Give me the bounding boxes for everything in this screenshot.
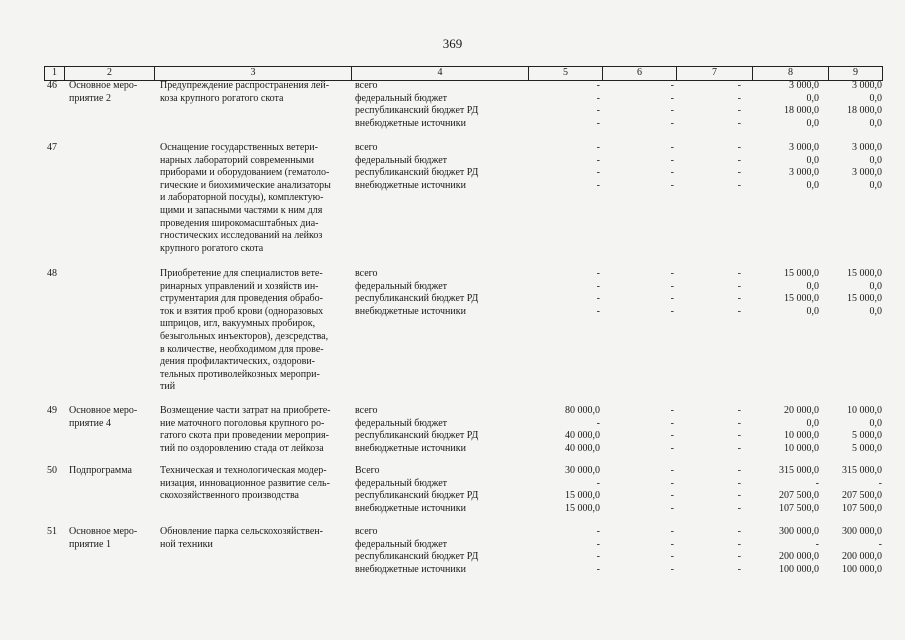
col-7-values <box>676 526 752 576</box>
funding-sources-line: внебюджетные источники <box>355 563 466 575</box>
col-9-values-line: - <box>878 538 882 550</box>
col-8-values-line: 3 000,0 <box>789 142 819 153</box>
col-9-values-line: 315 000,0 <box>842 465 882 476</box>
col-6-values-line: - <box>670 154 674 166</box>
col-8-values <box>752 80 828 130</box>
funding-sources <box>351 526 528 576</box>
col-7-values <box>676 142 752 255</box>
col-7-values-line: - <box>737 465 741 476</box>
measure-name-line: приятие 2 <box>69 92 111 104</box>
col-9-values-line: 0,0 <box>869 154 882 166</box>
col-8-values-line: 0,0 <box>806 92 819 104</box>
col-7-values-line: - <box>737 268 741 279</box>
col-9-values-line: 0,0 <box>869 305 882 317</box>
funding-sources-line: республиканский бюджет РД <box>355 293 479 305</box>
col-6-values-line: - <box>670 526 674 537</box>
col-9-values-line: 3 000,0 <box>852 80 882 91</box>
col-6-values-line: - <box>670 92 674 104</box>
col-5-values-line: - <box>596 526 600 537</box>
col-8-values-line: 0,0 <box>806 280 819 292</box>
col-5-values <box>528 526 602 576</box>
col-6-values-line: - <box>670 465 674 476</box>
funding-sources <box>351 465 528 515</box>
col-7-values-line: - <box>737 280 741 292</box>
col-8-values-line: 20 000,0 <box>784 405 819 416</box>
col-6-values-line: - <box>670 142 674 153</box>
col-7-values-line: - <box>737 551 741 563</box>
measure-description-line: скохозяйственного производства <box>160 490 299 502</box>
funding-sources-line: республиканский бюджет РД <box>355 167 479 179</box>
col-9-values-line: 3 000,0 <box>852 167 882 179</box>
col-6-values <box>602 268 676 394</box>
funding-sources-line: федеральный бюджет <box>355 280 448 292</box>
measure-description-line: шприцов, игл, вакуумных пробирок, <box>160 318 316 330</box>
col-7-values-line: - <box>737 502 741 514</box>
measure-description-line: тий по оздоровлению стада от лейкоза <box>160 442 324 454</box>
col-9-values-line: - <box>878 477 882 489</box>
measure-name <box>64 142 154 255</box>
measure-description-line: тий <box>160 381 176 393</box>
col-9-values-line: 207 500,0 <box>842 490 882 502</box>
col-5-values <box>528 268 602 394</box>
col-5-values-line: 40 000,0 <box>565 442 600 454</box>
funding-sources-line: республиканский бюджет РД <box>355 551 479 563</box>
funding-sources-line: всего <box>355 80 378 91</box>
funding-sources-line: внебюджетные источники <box>355 179 466 191</box>
row-number: 46 <box>47 80 57 91</box>
col-7-values <box>676 80 752 130</box>
col-6-values <box>602 526 676 576</box>
col-7-values-line: - <box>737 526 741 537</box>
measure-name-line: Основное меро- <box>69 405 138 416</box>
col-5-values-line: - <box>596 551 600 563</box>
col-9-values-line: 0,0 <box>869 417 882 429</box>
col-9-values-line: 5 000,0 <box>852 430 882 442</box>
col-8-values <box>752 142 828 255</box>
table-row <box>44 465 883 515</box>
col-7-values-line: - <box>737 538 741 550</box>
col-5-values-line: 80 000,0 <box>565 405 600 416</box>
funding-sources-line: Всего <box>355 465 380 476</box>
header-col-3: 3 <box>154 67 351 80</box>
header-col-5: 5 <box>528 67 602 80</box>
col-8-values-line: 315 000,0 <box>779 465 819 476</box>
col-6-values-line: - <box>670 430 674 442</box>
col-7-values-line: - <box>737 92 741 104</box>
measure-description-line: ной техники <box>160 538 213 550</box>
col-7-values-line: - <box>737 305 741 317</box>
measure-description-line: нарных лабораторий современными <box>160 154 314 166</box>
funding-sources-line: федеральный бюджет <box>355 538 448 550</box>
measure-name <box>64 405 154 455</box>
funding-sources-line: всего <box>355 526 378 537</box>
col-7-values <box>676 268 752 394</box>
col-6-values-line: - <box>670 105 674 117</box>
measure-description-line: гностических исследований на лейкоз <box>160 230 323 242</box>
col-9-values <box>828 526 883 576</box>
col-5-values-line: - <box>596 538 600 550</box>
col-9-values-line: 5 000,0 <box>852 442 882 454</box>
col-6-values-line: - <box>670 293 674 305</box>
col-6-values <box>602 80 676 130</box>
measure-description-line: в количестве, необходимом для прове- <box>160 343 324 355</box>
col-5-values-line: - <box>596 117 600 129</box>
measure-name-line: приятие 4 <box>69 417 111 429</box>
measure-name <box>64 268 154 394</box>
col-7-values-line: - <box>737 117 741 129</box>
col-5-values <box>528 405 602 455</box>
col-7-values-line: - <box>737 167 741 179</box>
col-8-values-line: - <box>815 538 819 550</box>
header-col-4: 4 <box>351 67 528 80</box>
col-5-values-line: - <box>596 563 600 575</box>
col-5-values-line: 15 000,0 <box>565 502 600 514</box>
col-7-values-line: - <box>737 80 741 91</box>
col-6-values-line: - <box>670 563 674 575</box>
header-col-7: 7 <box>676 67 752 80</box>
funding-sources <box>351 142 528 255</box>
funding-sources-line: внебюджетные источники <box>355 502 466 514</box>
col-5-values-line: - <box>596 268 600 279</box>
col-7-values-line: - <box>737 442 741 454</box>
col-8-values-line: 0,0 <box>806 417 819 429</box>
col-5-values-line: - <box>596 92 600 104</box>
col-8-values-line: 0,0 <box>806 117 819 129</box>
table-row <box>44 526 883 576</box>
measure-description-line: Предупреждение распространения лей- <box>160 80 330 91</box>
col-5-values-line: - <box>596 477 600 489</box>
col-6-values <box>602 405 676 455</box>
measure-name <box>64 80 154 130</box>
col-5-values <box>528 142 602 255</box>
measure-name-line: Основное меро- <box>69 80 138 91</box>
row-number: 47 <box>47 142 57 153</box>
col-6-values-line: - <box>670 280 674 292</box>
measure-name-line: приятие 1 <box>69 538 111 550</box>
measure-description-line: гатого скота при проведении мероприя- <box>160 430 329 442</box>
header-col-1: 1 <box>44 67 64 80</box>
measure-description-line: гические и биохимические анализаторы <box>160 179 331 191</box>
col-9-values <box>828 142 883 255</box>
col-7-values-line: - <box>737 430 741 442</box>
funding-sources-line: федеральный бюджет <box>355 477 448 489</box>
col-8-values-line: 0,0 <box>806 305 819 317</box>
col-7-values-line: - <box>737 563 741 575</box>
col-8-values-line: 10 000,0 <box>784 442 819 454</box>
col-9-values-line: 0,0 <box>869 92 882 104</box>
col-6-values-line: - <box>670 405 674 416</box>
funding-sources <box>351 405 528 455</box>
col-8-values-line: 0,0 <box>806 154 819 166</box>
col-6-values-line: - <box>670 167 674 179</box>
table-row <box>44 268 883 394</box>
row-number: 48 <box>47 268 57 279</box>
measure-description-line: струментария для проведения обрабо- <box>160 293 323 305</box>
measure-name-line: Основное меро- <box>69 526 138 537</box>
col-6-values-line: - <box>670 538 674 550</box>
table-row <box>44 80 883 130</box>
col-9-values <box>828 405 883 455</box>
table-header <box>44 66 883 81</box>
col-6-values-line: - <box>670 117 674 129</box>
measure-description <box>154 80 351 130</box>
col-6-values-line: - <box>670 179 674 191</box>
header-col-8: 8 <box>752 67 828 80</box>
measure-description-line: Возмещение части затрат на приобрете- <box>160 405 331 416</box>
measure-description-line: проведения широкомасштабных диа- <box>160 217 319 229</box>
funding-sources <box>351 80 528 130</box>
col-5-values-line: - <box>596 179 600 191</box>
col-7-values-line: - <box>737 477 741 489</box>
col-5-values-line: - <box>596 293 600 305</box>
col-6-values-line: - <box>670 551 674 563</box>
funding-sources-line: республиканский бюджет РД <box>355 105 479 117</box>
col-8-values-line: 300 000,0 <box>779 526 819 537</box>
header-col-2: 2 <box>64 67 154 80</box>
col-9-values-line: 3 000,0 <box>852 142 882 153</box>
col-8-values <box>752 526 828 576</box>
col-7-values <box>676 405 752 455</box>
measure-description-line: ние маточного поголовья крупного ро- <box>160 417 325 429</box>
col-8-values-line: 207 500,0 <box>779 490 819 502</box>
col-6-values-line: - <box>670 305 674 317</box>
table-row <box>44 405 883 455</box>
col-5-values-line: - <box>596 142 600 153</box>
col-7-values-line: - <box>737 179 741 191</box>
funding-sources-line: республиканский бюджет РД <box>355 430 479 442</box>
measure-description-line: дения профилактических, оздорови- <box>160 356 316 368</box>
col-7-values-line: - <box>737 293 741 305</box>
col-8-values-line: 107 500,0 <box>779 502 819 514</box>
measure-name <box>64 465 154 515</box>
table-row <box>44 142 883 255</box>
funding-sources-line: федеральный бюджет <box>355 417 448 429</box>
budget-table <box>44 66 883 575</box>
funding-sources-line: внебюджетные источники <box>355 305 466 317</box>
funding-sources <box>351 268 528 394</box>
measure-description-line: ток и взятия проб крови (одноразовых <box>160 305 324 317</box>
col-8-values-line: 200 000,0 <box>779 551 819 563</box>
row-number: 50 <box>47 465 57 476</box>
col-9-values-line: 100 000,0 <box>842 563 882 575</box>
funding-sources-line: федеральный бюджет <box>355 92 448 104</box>
col-5-values-line: - <box>596 105 600 117</box>
col-5-values-line: - <box>596 80 600 91</box>
measure-description-line: Приобретение для специалистов вете- <box>160 268 323 279</box>
measure-description <box>154 526 351 576</box>
funding-sources-line: всего <box>355 142 378 153</box>
col-6-values-line: - <box>670 80 674 91</box>
measure-description-line: и лабораторной посуды), комплектую- <box>160 192 324 204</box>
measure-description-line: коза крупного рогатого скота <box>160 92 284 104</box>
col-6-values-line: - <box>670 490 674 502</box>
col-7-values-line: - <box>737 405 741 416</box>
col-5-values-line: - <box>596 280 600 292</box>
col-7-values-line: - <box>737 105 741 117</box>
measure-description-line: крупного рогатого скота <box>160 242 264 254</box>
measure-description-line: щими и запасными частями к ним для <box>160 204 323 216</box>
measure-description <box>154 465 351 515</box>
col-8-values-line: 100 000,0 <box>779 563 819 575</box>
measure-description-line: Оснащение государственных ветери- <box>160 142 318 153</box>
col-9-values-line: 10 000,0 <box>847 405 882 416</box>
col-5-values-line: 15 000,0 <box>565 490 600 502</box>
col-9-values-line: 300 000,0 <box>842 526 882 537</box>
col-9-values-line: 0,0 <box>869 280 882 292</box>
funding-sources-line: внебюджетные источники <box>355 442 466 454</box>
col-7-values-line: - <box>737 154 741 166</box>
col-5-values-line: 40 000,0 <box>565 430 600 442</box>
measure-description-line: ринарных управлений и хозяйств ин- <box>160 280 319 292</box>
funding-sources-line: федеральный бюджет <box>355 154 448 166</box>
col-9-values-line: 0,0 <box>869 179 882 191</box>
col-9-values-line: 0,0 <box>869 117 882 129</box>
funding-sources-line: всего <box>355 405 378 416</box>
col-9-values <box>828 268 883 394</box>
col-6-values-line: - <box>670 417 674 429</box>
header-col-6: 6 <box>602 67 676 80</box>
funding-sources-line: внебюджетные источники <box>355 117 466 129</box>
measure-description-line: Обновление парка сельскохозяйствен- <box>160 526 323 537</box>
col-7-values-line: - <box>737 417 741 429</box>
col-9-values-line: 200 000,0 <box>842 551 882 563</box>
col-9-values-line: 107 500,0 <box>842 502 882 514</box>
col-6-values-line: - <box>670 268 674 279</box>
col-8-values <box>752 405 828 455</box>
col-8-values-line: 3 000,0 <box>789 80 819 91</box>
col-7-values <box>676 465 752 515</box>
funding-sources-line: всего <box>355 268 378 279</box>
col-5-values-line: - <box>596 167 600 179</box>
col-9-values <box>828 465 883 515</box>
col-8-values-line: 10 000,0 <box>784 430 819 442</box>
measure-description <box>154 405 351 455</box>
measure-description-line: низация, инновационное развитие сель- <box>160 477 330 489</box>
measure-name-line: Подпрограмма <box>69 465 132 476</box>
col-7-values-line: - <box>737 142 741 153</box>
col-6-values-line: - <box>670 477 674 489</box>
col-6-values-line: - <box>670 502 674 514</box>
col-8-values <box>752 465 828 515</box>
measure-description-line: приборами и оборудованием (гематоло- <box>160 167 330 179</box>
col-6-values <box>602 142 676 255</box>
col-6-values-line: - <box>670 442 674 454</box>
col-9-values <box>828 80 883 130</box>
col-5-values-line: - <box>596 154 600 166</box>
measure-description-line: Техническая и технологическая модер- <box>160 465 327 476</box>
row-number: 49 <box>47 405 57 416</box>
measure-description <box>154 142 351 255</box>
row-number: 51 <box>47 526 57 537</box>
col-5-values <box>528 465 602 515</box>
page-number: 369 <box>442 36 463 51</box>
measure-name <box>64 526 154 576</box>
measure-description <box>154 268 351 394</box>
col-9-values-line: 15 000,0 <box>847 293 882 305</box>
funding-sources-line: республиканский бюджет РД <box>355 490 479 502</box>
header-col-9: 9 <box>828 67 883 80</box>
col-9-values-line: 15 000,0 <box>847 268 882 279</box>
col-8-values-line: 0,0 <box>806 179 819 191</box>
measure-description-line: тельных противолейкозных меропри- <box>160 368 320 380</box>
col-5-values-line: - <box>596 305 600 317</box>
col-8-values-line: 18 000,0 <box>784 105 819 117</box>
col-8-values <box>752 268 828 394</box>
col-9-values-line: 18 000,0 <box>847 105 882 117</box>
measure-description-line: безыгольных инъекторов), дезсредства, <box>160 330 329 342</box>
col-5-values-line: 30 000,0 <box>565 465 600 476</box>
col-8-values-line: 3 000,0 <box>789 167 819 179</box>
col-5-values <box>528 80 602 130</box>
col-6-values <box>602 465 676 515</box>
col-8-values-line: 15 000,0 <box>784 268 819 279</box>
col-7-values-line: - <box>737 490 741 502</box>
col-8-values-line: - <box>815 477 819 489</box>
col-8-values-line: 15 000,0 <box>784 293 819 305</box>
col-5-values-line: - <box>596 417 600 429</box>
